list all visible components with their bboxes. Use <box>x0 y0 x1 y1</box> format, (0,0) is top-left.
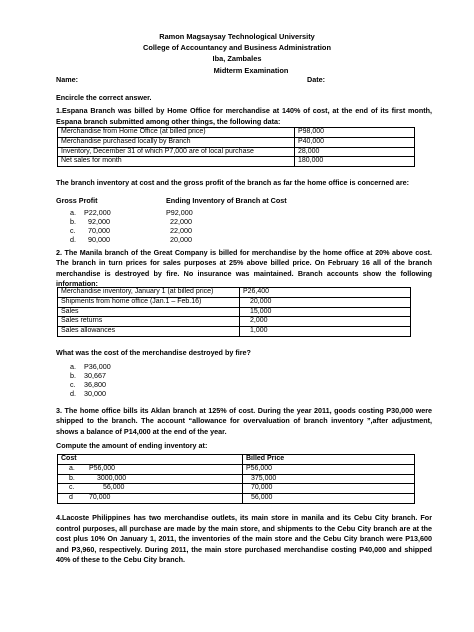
table-row <box>58 288 411 298</box>
option-inventory: P92,000 <box>166 208 193 217</box>
table-cell: Merchandise purchased locally by Branch <box>58 137 295 147</box>
table-row <box>58 128 415 138</box>
option-cost: 70,000 <box>89 494 111 502</box>
table-cell: 375,000 <box>243 474 415 484</box>
option-letter: b. <box>69 474 75 482</box>
q1-option-b[interactable] <box>70 217 192 226</box>
option-value: 30,000 <box>84 389 106 398</box>
option-letter: b. <box>70 371 76 380</box>
table-cell <box>58 494 243 504</box>
table-cell: 180,000 <box>295 157 415 167</box>
table-cell: Net sales for month <box>58 157 295 167</box>
q1-option-a[interactable] <box>70 208 193 217</box>
table-row <box>58 307 411 317</box>
option-letter: c. <box>69 484 75 492</box>
option-cost: 56,000 <box>103 484 125 492</box>
option-letter: d <box>69 494 73 502</box>
q2-option-c[interactable] <box>70 380 106 389</box>
q1-data-table <box>57 127 415 167</box>
q2-data-table <box>57 287 411 337</box>
location: Iba, Zambales <box>212 54 262 63</box>
table-cell: 56,000 <box>243 494 415 504</box>
table-cell: Cost <box>58 455 243 465</box>
q3-option-b[interactable] <box>58 474 415 484</box>
option-letter: c. <box>70 380 76 389</box>
q2-option-a[interactable] <box>70 362 111 371</box>
q3-answer-table <box>57 454 415 504</box>
q1-option-c[interactable] <box>70 226 192 235</box>
college-name: College of Accountancy and Business Administration <box>143 43 331 52</box>
table-cell: P56,000 <box>243 464 415 474</box>
question-2-prompt: What was the cost of the merchandise destroyed by fire? <box>56 348 251 357</box>
option-value: P36,000 <box>84 362 111 371</box>
table-cell: 1,000 <box>240 327 411 337</box>
name-label: Name: <box>56 75 78 84</box>
option-letter: a. <box>70 362 76 371</box>
option-inventory: 22,000 <box>170 217 192 226</box>
table-cell: 2,000 <box>240 317 411 327</box>
q1-inventory-header: Ending Inventory of Branch at Cost <box>166 196 287 205</box>
option-letter: d. <box>70 235 76 244</box>
table-row <box>58 157 415 167</box>
table-cell: Sales <box>58 307 240 317</box>
option-letter: a. <box>70 208 76 217</box>
table-cell: Inventory, December 31 of which P7,000 are of local purchase <box>58 147 295 157</box>
table-cell: 15,000 <box>240 307 411 317</box>
table-cell: 70,000 <box>243 484 415 494</box>
question-4-text: 4.Lacoste Philippines has two merchandise outlets, its main store in manila and its Cebu City branch. For control purposes, all purchase are made by the main store, and shipments to the Cebu City branch are at the cost plus 10% On January 1, 2011, the inventories of the main store and the Cebu City branch were P13,600 and P3,960, respectively. During 2011, the main store purchased merchandise costing P40,000 and shipped 40% of these to the Cebu City branch. <box>56 513 432 565</box>
q2-option-b[interactable] <box>70 371 106 380</box>
table-row <box>58 327 411 337</box>
table-cell: Sales returns <box>58 317 240 327</box>
option-gross-profit: 92,000 <box>88 217 110 226</box>
table-cell <box>58 464 243 474</box>
table-cell: Merchandise inventory, January 1 (at billed price) <box>58 288 240 298</box>
option-letter: b. <box>70 217 76 226</box>
question-1-text: 1.Espana Branch was billed by Home Office for merchandise at 140% of cost, at the end of its first month, Espana branch submitted among other things, the following data: <box>56 106 432 126</box>
option-letter: d. <box>70 389 76 398</box>
option-inventory: 22,000 <box>170 226 192 235</box>
option-value: 30,667 <box>84 371 106 380</box>
q3-option-d[interactable] <box>58 494 415 504</box>
question-3-text: 3. The home office bills its Aklan branch at 125% of cost. During the year 2011, goods costing P30,000 were shipped to the branch. The account “allowance for overvaluation of branch inventory ”,after adjustment, shows a balance of P14,000 at the end of the year. <box>56 406 432 436</box>
table-cell: Shipments from home office (Jan.1 – Feb.16) <box>58 297 240 307</box>
option-gross-profit: P22,000 <box>84 208 111 217</box>
option-letter: c. <box>70 226 76 235</box>
option-cost: P56,000 <box>89 464 116 472</box>
table-row <box>58 137 415 147</box>
table-cell: P40,000 <box>295 137 415 147</box>
q1-gross-profit-header: Gross Profit <box>56 196 98 205</box>
option-gross-profit: 90,000 <box>88 235 110 244</box>
table-cell: Merchandise from Home Office (at billed price) <box>58 128 295 138</box>
table-cell: P98,000 <box>295 128 415 138</box>
exam-title: Midterm Examination <box>213 66 289 75</box>
q2-option-d[interactable] <box>70 389 106 398</box>
instruction: Encircle the correct answer. <box>56 93 152 102</box>
table-cell <box>58 474 243 484</box>
option-value: 36,800 <box>84 380 106 389</box>
option-cost: 3000,000 <box>97 474 127 482</box>
table-row <box>58 455 415 465</box>
option-inventory: 20,000 <box>170 235 192 244</box>
date-label: Date: <box>307 75 325 84</box>
q3-option-a[interactable] <box>58 464 415 474</box>
question-3-prompt: Compute the amount of ending inventory at: <box>56 441 208 450</box>
option-letter: a. <box>69 464 75 472</box>
question-1-prompt: The branch inventory at cost and the gross profit of the branch as far the home office is concerned are: <box>56 178 410 187</box>
table-cell: 28,000 <box>295 147 415 157</box>
table-cell: 20,000 <box>240 297 411 307</box>
option-gross-profit: 70,000 <box>88 226 110 235</box>
table-row <box>58 317 411 327</box>
q3-option-c[interactable] <box>58 484 415 494</box>
q1-option-d[interactable] <box>70 235 192 244</box>
table-cell <box>58 484 243 494</box>
table-row <box>58 147 415 157</box>
table-cell: P26,400 <box>240 288 411 298</box>
table-row <box>58 297 411 307</box>
table-cell: Billed Price <box>243 455 415 465</box>
university-name: Ramon Magsaysay Technological University <box>159 32 315 41</box>
table-cell: Sales allowances <box>58 327 240 337</box>
question-2-text: 2. The Manila branch of the Great Company is billed for merchandise by the home office at 20% above cost. The branch in turn prices for sales purposes at 25% above billed price. On February 16 all of the branch merchandise is destroyed by fire. No insurance was maintained. Branch accounts show the following information: <box>56 248 432 289</box>
